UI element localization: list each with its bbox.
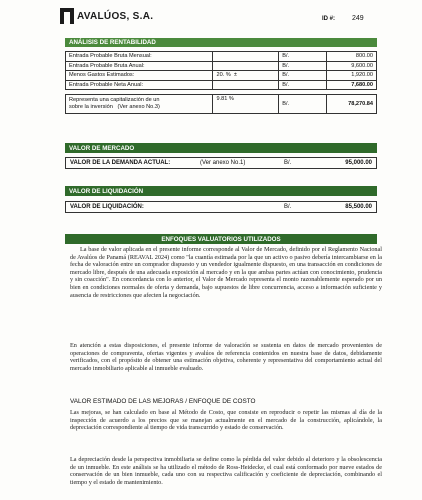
table-row (66, 61, 377, 71)
table-row (66, 95, 377, 114)
row-label: Entrada Probable Bruta Anual: (66, 61, 213, 71)
logo-mark-icon (60, 8, 74, 24)
row-currency: B/. (279, 52, 327, 62)
plus-minus-sign: ± (233, 72, 237, 79)
row-value: 9,600.00 (327, 61, 377, 71)
enfoque-costo-title: VALOR ESTIMADO DE LAS MEJORAS / ENFOQUE DE COSTO (70, 398, 256, 405)
rentabilidad-header (65, 38, 377, 47)
row-label: Entrada Probable Neta Anual: (66, 80, 213, 90)
paragraph-depreciacion: La depreciación desde la perspectiva inmobiliaria se define como la pérdida del valor debido al deterioro y la obsolescencia de un inmueble. En este análisis se ha utilizado el método de Ross-Heidecke, el cual está conformado por nueve estados de conservación de un bien inmueble, cada uno con su respectiva calificación y coeficiente de depreciación, combinando el tiempo y el estado de mantenimiento. (70, 456, 382, 486)
rentabilidad-table (65, 51, 377, 90)
cap-note: (Ver anexo No.3) (117, 104, 160, 110)
mercado-title: VALOR DE MERCADO (69, 144, 135, 152)
row-value: 800.00 (327, 52, 377, 62)
expense-percent: 20. % (216, 72, 231, 79)
cap-percent: 9.81 % (213, 95, 279, 114)
row-currency: B/. (279, 71, 327, 81)
paragraph-datos-mercado: En atención a estas disposiciones, el presente informe de valoración se sustenta en datos de mercado provenientes de operaciones de compraventa, ofertas vigentes y avalúos de referencia contenidos en nuestra base de datos, debidamente verificados, con el propósito de obtener una estimación objetiva, coherente y representativa del comportamiento actual del mercado inmobiliario aplicable al inmueble evaluado. (70, 342, 382, 372)
enfoques-title: ENFOQUES VALUATORIOS UTILIZADOS (161, 235, 281, 243)
row-currency: B/. (279, 80, 327, 90)
row-label: Entrada Probable Bruta Mensual: (66, 52, 213, 62)
table-row (66, 71, 377, 81)
id-label: ID #: (322, 16, 336, 22)
row-value: 1,920.00 (327, 71, 377, 81)
paragraph-valor-mercado: La base de valor aplicada en el presente informe corresponde al Valor de Mercado, definido por el Reglamento Nacional de Avalúos de Panamá (REAVAL 2024) como "la cuantía estimada por la que un activo o pasivo debería intercambiarse en la fecha de valoración entre un comprador dispuesto y un vendedor igualmente dispuesto, en una transacción en condiciones de mercado libre, después de una adecuada exposición al mercado y en la que ambas partes actúan con conocimiento, prudencia y sin coacción". En concordancia con lo anterior, el Valor de Mercado representa el monto razonablemente esperado por un bien en condiciones normales de oferta y demanda, bajo supuestos de libre concurrencia, acceso a información suficiente y ausencia de restricciones que afecten la negociación. (70, 246, 382, 299)
enfoques-header (65, 234, 377, 244)
liquidacion-value: 85,500.00 (345, 204, 372, 210)
mercado-note: (Ver anexo No.1) (200, 160, 246, 166)
paragraph-metodo-costo: Las mejoras, se han calculado en base al Método de Costo, que consiste en reproducir o repetir las mismas al día de la inspección de acuerdo a los precios que se manejan actualmente en el mercado de la construcción, aplicándole, la depreciación correspondiente al tiempo de vida transcurrido y estado de conservación. (70, 409, 382, 432)
liquidacion-header (65, 186, 377, 196)
table-row (66, 52, 377, 62)
rentabilidad-title: ANÁLISIS DE RENTABILIDAD (69, 39, 156, 46)
mercado-currency: B/. (284, 160, 292, 166)
mercado-row (65, 157, 377, 169)
liquidacion-row (65, 201, 377, 213)
table-row (66, 80, 377, 90)
cap-label-2: sobre la inversión (69, 104, 113, 110)
mercado-label: VALOR DE LA DEMANDA ACTUAL: (70, 160, 171, 166)
cap-currency: B/. (279, 95, 327, 114)
mercado-header (65, 143, 377, 153)
company-logo (60, 8, 153, 24)
row-currency: B/. (279, 61, 327, 71)
mercado-value: 95,000.00 (345, 160, 372, 166)
id-value: 249 (352, 15, 364, 22)
liquidacion-label: VALOR DE LIQUIDACIÓN: (70, 204, 144, 210)
liquidacion-title: VALOR DE LIQUIDACIÓN (69, 187, 144, 195)
cap-value: 78,270.84 (327, 95, 377, 114)
capitalization-table (65, 94, 377, 114)
cap-label-1: Representa una capitalización de un (69, 97, 160, 104)
liquidacion-currency: B/. (284, 204, 292, 210)
row-value: 7,680.00 (327, 80, 377, 90)
row-label: Menos Gastos Estimados: (66, 71, 213, 81)
company-name: AVALÚOS, S.A. (77, 10, 154, 22)
